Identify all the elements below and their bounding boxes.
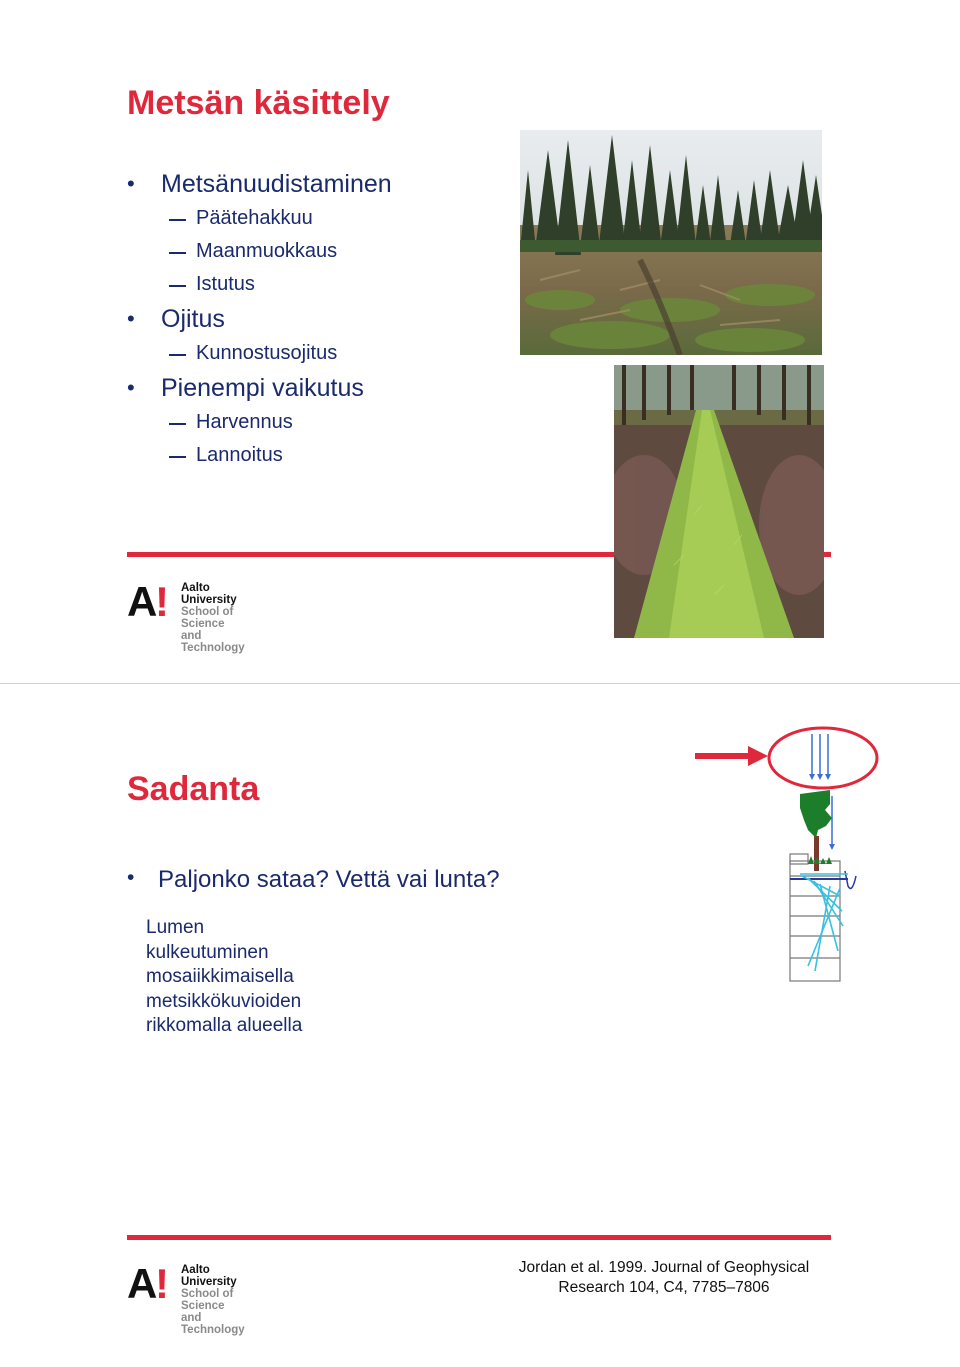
logo-line-school: School of Science <box>181 606 234 630</box>
sub-bullet-item: Päätehakkuu <box>127 202 392 235</box>
note-line: Lumen <box>146 917 205 938</box>
forest-ditch-photo <box>614 365 824 638</box>
logo-line-technology: and Technology <box>181 630 245 654</box>
logo-text <box>181 1264 245 1336</box>
divider-line <box>127 1235 831 1240</box>
slide-title: Sadanta <box>127 770 260 808</box>
logo-line-school: School of Science <box>181 1288 234 1312</box>
pointer-arrow-icon <box>695 746 768 766</box>
logo-line-university: Aalto University <box>181 582 237 606</box>
slide-precipitation <box>0 684 960 1367</box>
logo-line-university: Aalto University <box>181 1264 237 1288</box>
note-line: mosaiikkimaisella <box>146 966 294 987</box>
tree-icon <box>800 790 832 871</box>
citation-line: Jordan et al. 1999. Journal of Geophysical <box>518 1259 810 1276</box>
bullet-list <box>127 166 392 472</box>
bullet-item: • Pienempi vaikutus <box>127 370 392 406</box>
logo-mark-exclamation: ! <box>155 578 169 625</box>
sub-bullet-item: Maanmuokkaus <box>127 235 392 268</box>
logo-mark-exclamation: ! <box>155 1260 169 1307</box>
citation-line: Research 104, C4, 7785–7806 <box>558 1278 770 1296</box>
sub-bullet-item: Kunnostusojitus <box>127 337 392 370</box>
sub-bullet-item: Harvennus <box>127 406 392 439</box>
bullet-item: • Ojitus <box>127 301 392 337</box>
bullet-item: • Metsänuudistaminen <box>127 166 392 202</box>
note-line: metsikkökuvioiden <box>146 990 302 1012</box>
sub-bullet-item: Istutus <box>127 268 392 301</box>
slide-title: Metsän käsittely <box>127 84 390 122</box>
precipitation-diagram <box>690 726 890 991</box>
logo-mark-a: A <box>127 1260 158 1307</box>
clearcut-forest-photo <box>520 130 822 355</box>
note-line: rikkomalla alueella <box>146 1015 303 1036</box>
citation <box>505 1258 823 1297</box>
soil-flow-lines <box>800 874 848 971</box>
note-line: kulkeutuminen <box>146 941 269 963</box>
sub-bullet-item: Lannoitus <box>127 439 392 472</box>
highlight-ellipse <box>769 728 877 788</box>
logo-text <box>181 582 245 654</box>
logo-line-technology: and Technology <box>181 1312 245 1336</box>
logo-mark-a: A <box>127 578 158 625</box>
soil-column <box>790 854 840 981</box>
snow-transport-note <box>146 916 302 1039</box>
question-bullet: • Paljonko sataa? Vettä vai lunta? <box>127 866 500 894</box>
